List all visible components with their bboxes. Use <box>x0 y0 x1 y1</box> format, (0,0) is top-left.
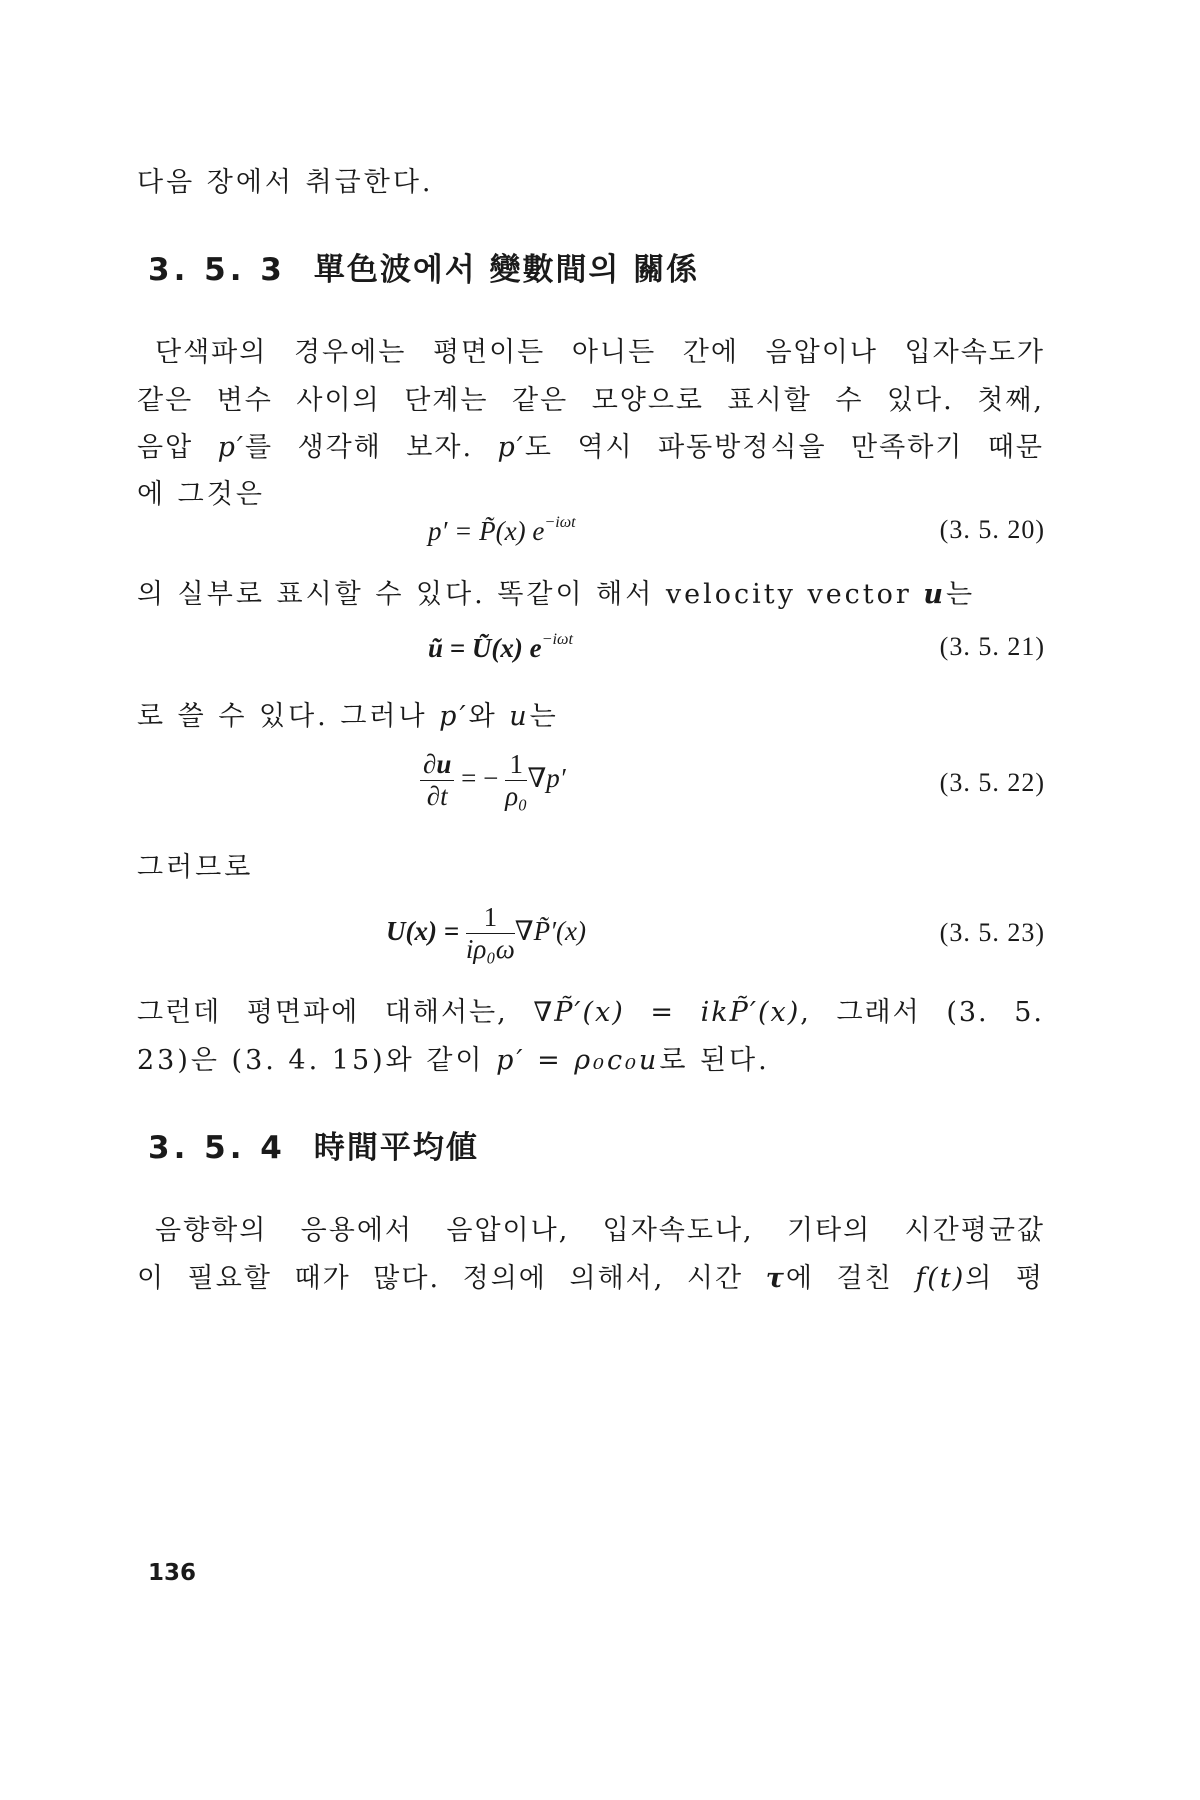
fraction-one-over-irhoomega: $\frac{1}{\text{iρ₀ω}}$ <box>465 902 515 964</box>
text-line-9: 그런데 평면파에 대해서는, ∇P̃′(x) = ikP̃′(x), 그래서 (3. 5. <box>137 997 1044 1028</box>
equation-3-5-21: ũ = Ũ(x) $e^{-i\omega t}$ <box>428 630 573 663</box>
text-line-1: 다음 장에서 취급한다. <box>137 167 434 198</box>
section-heading-3-5-3 <box>148 244 699 289</box>
section-heading-3-5-4 <box>148 1122 479 1167</box>
fraction-du-dt: $\frac{\partial u}{\partial t}$ <box>420 750 454 812</box>
equation-number-23: (3. 5. 23) <box>939 918 1045 947</box>
text-line-12: 이 필요할 때가 많다. 정의에 의해서, 시간 τ에 걸친 f(t)의 평 <box>137 1263 1044 1294</box>
text-line-2: 단색파의 경우에는 평면이든 아니든 간에 음압이나 입자속도가 <box>155 337 1045 368</box>
text-line-6: 의 실부로 표시할 수 있다. 똑같이 해서 velocity vector u는 <box>137 579 976 610</box>
text-line-10: 23)은 (3. 4. 15)와 같이 p′ = ρ₀c₀u로 된다. <box>137 1045 770 1076</box>
equation-3-5-23: U(x) = $\frac{1}{\text{iρ₀ω}}$ ∇P̃′(x) <box>386 902 587 964</box>
text-line-8: 그러므로 <box>137 852 254 883</box>
text-line-3: 같은 변수 사이의 단계는 같은 모양으로 표시할 수 있다. 첫째, <box>137 385 1044 416</box>
equation-3-5-20: p′ = P̃(x) $e^{-i\omega t}$ <box>428 513 576 546</box>
fraction-one-over-rho: $\frac{1}{\text{ρ₀}}$ <box>505 749 528 811</box>
text-line-11: 음향학의 응용에서 음압이나, 입자속도나, 기타의 시간평균값 <box>155 1215 1045 1246</box>
section-title: 單色波에서 變數間의 關係 <box>313 252 700 288</box>
page-number: 136 <box>148 1560 197 1586</box>
text-line-7: 로 쓸 수 있다. 그러나 p′와 u는 <box>137 701 559 732</box>
section-title: 時間平均値 <box>313 1130 479 1166</box>
equation-number-21: (3. 5. 21) <box>939 632 1045 661</box>
text-line-4: 음압 p′를 생각해 보자. p′도 역시 파동방정식을 만족하기 때문 <box>137 432 1044 463</box>
section-number: 3. 5. 4 <box>148 1130 286 1166</box>
equation-number-22: (3. 5. 22) <box>939 768 1045 797</box>
equation-number-20: (3. 5. 20) <box>939 515 1045 544</box>
section-number: 3. 5. 3 <box>148 252 286 288</box>
text-line-5: 에 그것은 <box>137 479 265 510</box>
equation-3-5-22: $\frac{\partial u}{\partial t}$ = − $\frac{1}{\text{ρ₀}}$ ∇p′ <box>420 750 566 812</box>
